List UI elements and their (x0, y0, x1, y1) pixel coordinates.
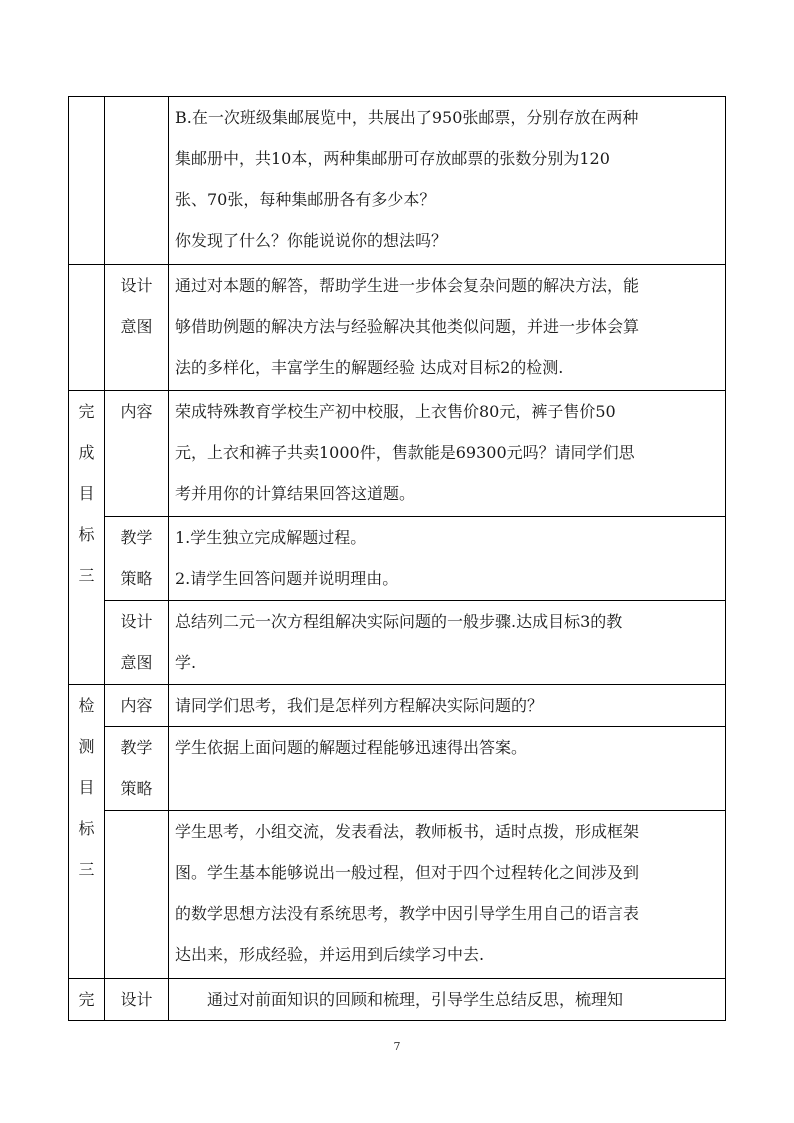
text-line: 元，上衣和裤子共卖1000件，售款能是69300元吗？请同学们思 (175, 443, 635, 462)
label-text: 内容 (120, 402, 153, 421)
text-line: 张、70张，每种集邮册各有多少本？ (175, 190, 436, 209)
label-cell (105, 727, 169, 811)
table-row (69, 265, 726, 391)
text-line: 总结列二元一次方程组解决实际问题的一般步骤.达成目标3的教 (175, 612, 623, 631)
teaching-strategy-content (169, 517, 726, 601)
table-row (69, 727, 726, 811)
text-line: 你发现了什么？你能说说你的想法吗？ (175, 231, 448, 250)
section-char: 检 (78, 696, 95, 715)
text-line: 法的多样化，丰富学生的解题经验 达成对目标2的检测. (175, 358, 564, 377)
table-row (69, 685, 726, 727)
text-line: 达出来，形成经验，并运用到后续学习中去. (175, 945, 485, 964)
text-line: 学. (175, 653, 197, 672)
table-row (69, 601, 726, 685)
text-line: 集邮册中，共10本，两种集邮册可存放邮票的张数分别为120 (175, 149, 610, 168)
label-cell (105, 517, 169, 601)
text-line: 通过对前面知识的回顾和梳理，引导学生总结反思，梳理知 (207, 990, 624, 1009)
text-line: 的数学思想方法没有系统思考，教学中因引导学生用自己的语言表 (175, 904, 640, 923)
section-char: 标 (78, 819, 95, 838)
label-text: 意图 (120, 653, 153, 672)
label-text: 内容 (120, 696, 153, 715)
text-line: 图。学生基本能够说出一般过程，但对于四个过程转化之间涉及到 (175, 863, 640, 882)
text-line: 荣成特殊教育学校生产初中校服，上衣售价80元，裤子售价50 (175, 402, 616, 421)
text-line: 2.请学生回答问题并说明理由。 (175, 569, 399, 588)
label-cell (105, 265, 169, 391)
section-char: 测 (78, 737, 95, 756)
table-row (69, 811, 726, 979)
section-char: 成 (78, 443, 95, 462)
section-char: 完 (78, 990, 95, 1009)
label-text: 意图 (120, 317, 153, 336)
content-cell (169, 979, 726, 1021)
label-cell (105, 97, 169, 265)
label-text: 设计 (120, 612, 153, 631)
text-line: 1.学生独立完成解题过程。 (175, 528, 367, 547)
discussion-content (169, 811, 726, 979)
text-line: 考并用你的计算结果回答这道题。 (175, 484, 416, 503)
label-text: 教学 (120, 528, 153, 547)
label-cell (105, 979, 169, 1021)
page-number: 7 (393, 1040, 401, 1053)
table-row (69, 97, 726, 265)
design-intent-content (169, 265, 726, 391)
section-cell (69, 97, 105, 265)
text-line: 学生思考，小组交流，发表看法，教师板书，适时点拨，形成框架 (175, 822, 640, 841)
section-char: 三 (78, 566, 95, 585)
section-char: 目 (78, 778, 95, 797)
label-text: 教学 (120, 738, 153, 757)
problem-b-content (169, 97, 726, 265)
table-row (69, 979, 726, 1021)
label-text: 策略 (120, 569, 153, 588)
text-line: 学生依据上面问题的解题过程能够迅速得出答案。 (175, 738, 528, 757)
section-char: 三 (78, 860, 95, 879)
text-line: 通过对本题的解答，帮助学生进一步体会复杂问题的解决方法，能 (175, 276, 640, 295)
text-line: 请同学们思考，我们是怎样列方程解决实际问题的？ (175, 696, 544, 715)
section-check-goal-3 (69, 685, 105, 979)
label-cell (105, 685, 169, 727)
label-cell (105, 601, 169, 685)
content-cell (169, 685, 726, 727)
lesson-plan-table (68, 96, 726, 1021)
section-char: 目 (78, 484, 95, 503)
label-text: 策略 (120, 779, 153, 798)
table-row (69, 517, 726, 601)
content-cell (169, 391, 726, 517)
label-cell (105, 391, 169, 517)
label-cell (105, 811, 169, 979)
label-text: 设计 (120, 990, 153, 1009)
label-text: 设计 (120, 276, 153, 295)
section-char: 完 (78, 402, 95, 421)
text-line: B.在一次班级集邮展览中，共展出了950张邮票，分别存放在两种 (175, 108, 639, 127)
design-intent-content (169, 601, 726, 685)
section-complete-goal-3 (69, 391, 105, 685)
section-cell (69, 265, 105, 391)
text-line: 够借助例题的解决方法与经验解决其他类似问题，并进一步体会算 (175, 317, 640, 336)
section-char: 标 (78, 525, 95, 544)
teaching-strategy-content (169, 727, 726, 811)
section-complete (69, 979, 105, 1021)
table-row (69, 391, 726, 517)
